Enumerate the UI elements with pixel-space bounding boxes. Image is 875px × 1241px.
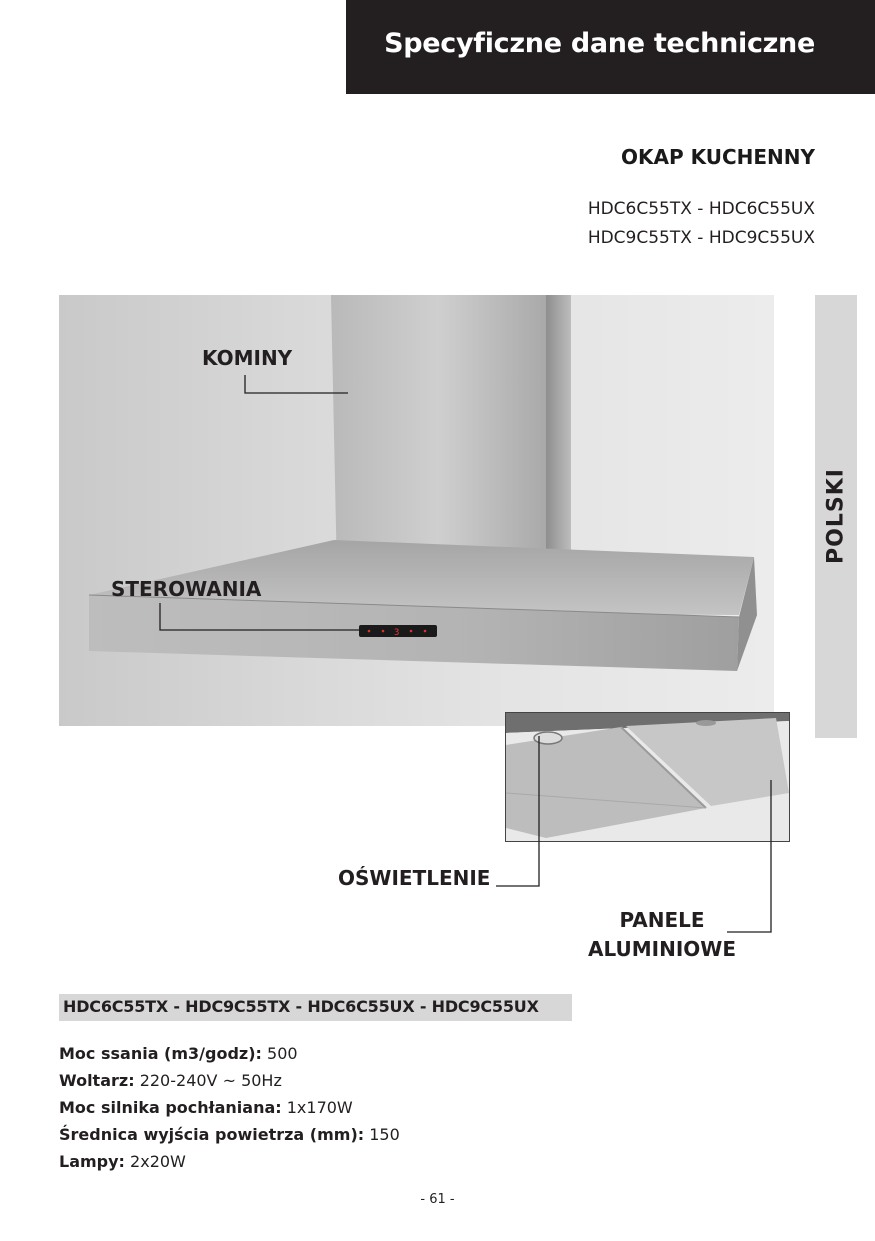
spec-label: Średnica wyjścia powietrza (mm):	[59, 1125, 365, 1144]
spec-label: Moc silnika pochłaniana:	[59, 1098, 282, 1117]
specs-models-header	[59, 994, 572, 1021]
product-title: OKAP KUCHENNY	[620, 145, 815, 169]
spec-value: 1x170W	[281, 1098, 353, 1117]
spec-row	[59, 1152, 186, 1171]
page-number: - 61 -	[420, 1192, 455, 1207]
spec-value: 150	[364, 1125, 400, 1144]
callout-chimney: KOMINY	[202, 346, 293, 370]
control-display: 3	[394, 628, 400, 638]
callout-controls: STEROWANIA	[111, 577, 262, 601]
callout-panels-line2: ALUMINIOWE	[588, 937, 736, 961]
spec-row	[59, 1044, 298, 1063]
specs-models-text: HDC6C55TX - HDC9C55TX - HDC6C55UX - HDC9C55UX	[63, 997, 539, 1016]
spec-row	[59, 1098, 353, 1117]
callout-lighting: OŚWIETLENIE	[338, 866, 491, 890]
spec-label: Moc ssania (m3/godz):	[59, 1044, 262, 1063]
spec-label: Woltarz:	[59, 1071, 135, 1090]
model-line: HDC6C55TX - HDC6C55UX	[587, 199, 815, 219]
spec-row	[59, 1125, 400, 1144]
spec-value: 220-240V ~ 50Hz	[134, 1071, 282, 1090]
callout-panels-line1: PANELE	[619, 908, 705, 932]
language-label: POLSKI	[823, 468, 849, 564]
spec-value: 2x20W	[124, 1152, 186, 1171]
page-title: Specyficzne dane techniczne	[384, 28, 815, 59]
spec-row	[59, 1071, 282, 1090]
spec-label: Lampy:	[59, 1152, 125, 1171]
spec-value: 500	[261, 1044, 298, 1063]
model-line: HDC9C55TX - HDC9C55UX	[587, 228, 815, 248]
